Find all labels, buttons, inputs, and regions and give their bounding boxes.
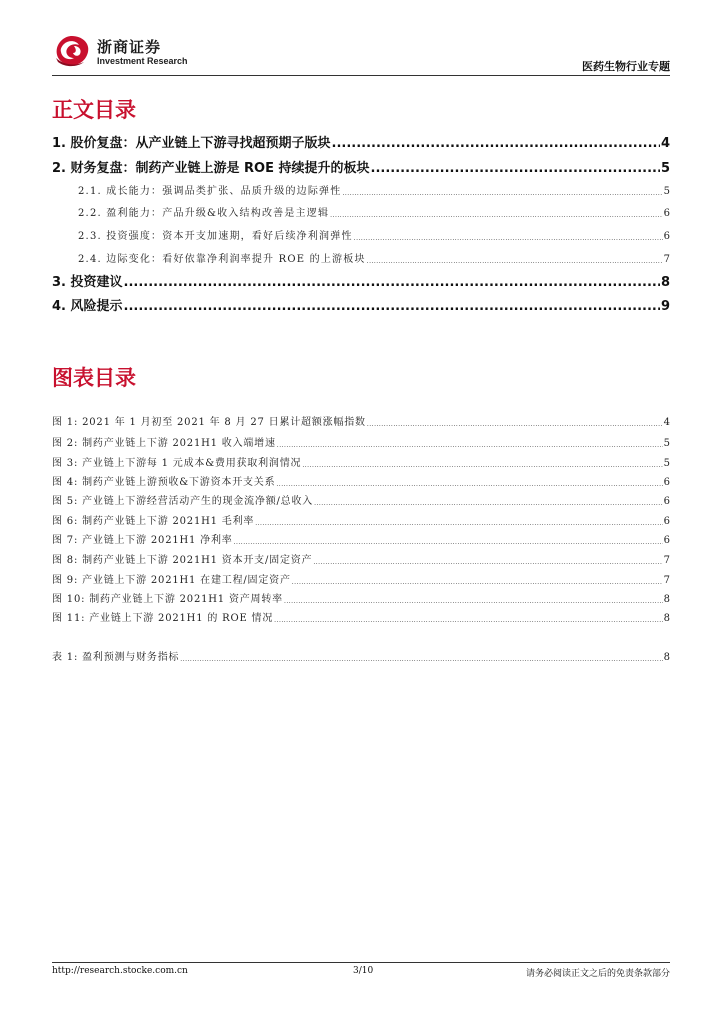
toc-item-page: 8 xyxy=(660,275,670,290)
toc-item-page: 6 xyxy=(663,208,670,219)
figure-item-label: 图 5: 产业链上下游经营活动产生的现金流净额/总收入 xyxy=(52,496,314,507)
figure-item-label: 图 4: 制药产业链上游预收&下游资本开支关系 xyxy=(52,477,276,488)
toc-item-2-4[interactable] xyxy=(78,250,670,265)
figure-item-label: 图 3: 产业链上下游每 1 元成本&费用获取利润情况 xyxy=(52,458,302,469)
leader-dots xyxy=(314,500,663,507)
page-header xyxy=(52,30,670,76)
header-divider xyxy=(52,75,670,76)
leader-dots xyxy=(124,299,660,314)
figure-item-9[interactable] xyxy=(52,571,670,586)
figure-item-label: 图 1: 2021 年 1 月初至 2021 年 8 月 27 日累计超额涨幅指数 xyxy=(52,417,366,428)
figure-item-page: 5 xyxy=(663,438,670,449)
toc-title: 正文目录 xyxy=(52,98,136,122)
toc-item-page: 7 xyxy=(663,254,670,265)
leader-dots xyxy=(274,617,662,624)
figure-list-title: 图表目录 xyxy=(52,366,136,390)
footer-url[interactable]: http://research.stocke.com.cn xyxy=(52,966,188,976)
leader-dots xyxy=(234,539,663,546)
toc-item-label: 2.2. 盈利能力：产品升级&收入结构改善是主逻辑 xyxy=(78,208,330,219)
toc-item-label: 2. 财务复盘：制药产业链上游是 ROE 持续提升的板块 xyxy=(52,161,370,176)
table-item-label: 表 1: 盈利预测与财务指标 xyxy=(52,652,180,663)
toc-item-label: 2.1. 成长能力：强调品类扩张、品质升级的边际弹性 xyxy=(78,186,342,197)
figure-item-label: 图 2: 制药产业链上下游 2021H1 收入端增速 xyxy=(52,438,276,449)
leader-dots xyxy=(302,462,662,469)
toc-item-label: 3. 投资建议 xyxy=(52,275,123,290)
figure-item-label: 图 6: 制药产业链上下游 2021H1 毛利率 xyxy=(52,516,255,527)
figure-item-5[interactable] xyxy=(52,492,670,507)
leader-dots xyxy=(276,481,662,488)
toc-item-2-3[interactable] xyxy=(78,227,670,242)
figure-item-label: 图 8: 制药产业链上下游 2021H1 资本开支/固定资产 xyxy=(52,555,313,566)
figure-item-page: 4 xyxy=(663,417,670,428)
leader-dots xyxy=(255,520,662,527)
logo-text-cn: 浙商证券 xyxy=(97,38,162,56)
toc-item-1[interactable] xyxy=(52,132,670,151)
toc-item-2[interactable] xyxy=(52,157,670,176)
figure-item-3[interactable] xyxy=(52,454,670,469)
figure-item-7[interactable] xyxy=(52,531,670,546)
toc-item-4[interactable] xyxy=(52,295,670,314)
toc-item-label: 2.4. 边际变化：看好依靠净利润率提升 ROE 的上游板块 xyxy=(78,254,366,265)
figure-item-page: 7 xyxy=(663,575,670,586)
leader-dots xyxy=(354,235,663,242)
report-category: 医药生物行业专题 xyxy=(582,60,670,73)
toc-item-page: 9 xyxy=(660,299,670,314)
toc-item-page: 5 xyxy=(663,186,670,197)
figure-item-page: 7 xyxy=(663,555,670,566)
leader-dots xyxy=(277,442,663,449)
figure-item-page: 6 xyxy=(663,496,670,507)
figure-item-10[interactable] xyxy=(52,590,670,605)
toc-item-2-2[interactable] xyxy=(78,204,670,219)
figure-item-page: 6 xyxy=(663,535,670,546)
figure-item-8[interactable] xyxy=(52,551,670,566)
figure-item-page: 6 xyxy=(663,477,670,488)
figure-item-label: 图 10: 制药产业链上下游 2021H1 资产周转率 xyxy=(52,594,283,605)
leader-dots xyxy=(371,161,660,176)
toc-item-page: 5 xyxy=(660,161,670,176)
figure-item-label: 图 11: 产业链上下游 2021H1 的 ROE 情况 xyxy=(52,613,274,624)
logo-icon xyxy=(52,34,92,68)
figure-item-2[interactable] xyxy=(52,434,670,449)
toc-item-label: 1. 股价复盘：从产业链上下游寻找超预期子版块 xyxy=(52,136,331,151)
footer-divider xyxy=(52,962,670,963)
figure-item-4[interactable] xyxy=(52,473,670,488)
toc-item-label: 4. 风险提示 xyxy=(52,299,123,314)
leader-dots xyxy=(292,579,663,586)
footer-disclaimer: 请务必阅读正文之后的免责条款部分 xyxy=(525,969,670,979)
leader-dots xyxy=(367,258,663,265)
figure-item-page: 8 xyxy=(663,594,670,605)
figure-item-6[interactable] xyxy=(52,512,670,527)
figure-item-page: 5 xyxy=(663,458,670,469)
leader-dots xyxy=(332,136,660,151)
figure-item-label: 图 9: 产业链上下游 2021H1 在建工程/固定资产 xyxy=(52,575,291,586)
figure-item-1[interactable] xyxy=(52,413,670,428)
leader-dots xyxy=(124,275,660,290)
table-item-1[interactable] xyxy=(52,648,670,663)
toc-item-page: 4 xyxy=(660,136,670,151)
leader-dots xyxy=(284,598,663,605)
figure-item-page: 6 xyxy=(663,516,670,527)
leader-dots xyxy=(367,421,663,428)
toc-item-page: 6 xyxy=(663,231,670,242)
figure-item-page: 8 xyxy=(663,613,670,624)
logo-text-en: Investment Research xyxy=(97,56,188,66)
leader-dots xyxy=(180,656,662,663)
figure-item-label: 图 7: 产业链上下游 2021H1 净利率 xyxy=(52,535,233,546)
leader-dots xyxy=(330,212,662,219)
page-number: 3/10 xyxy=(353,966,374,976)
table-item-page: 8 xyxy=(663,652,670,663)
leader-dots xyxy=(313,559,662,566)
leader-dots xyxy=(342,190,662,197)
toc-item-label: 2.3. 投资强度：资本开支加速期，看好后续净利润弹性 xyxy=(78,231,353,242)
toc-item-2-1[interactable] xyxy=(78,182,670,197)
toc-item-3[interactable] xyxy=(52,271,670,290)
figure-item-11[interactable] xyxy=(52,609,670,624)
